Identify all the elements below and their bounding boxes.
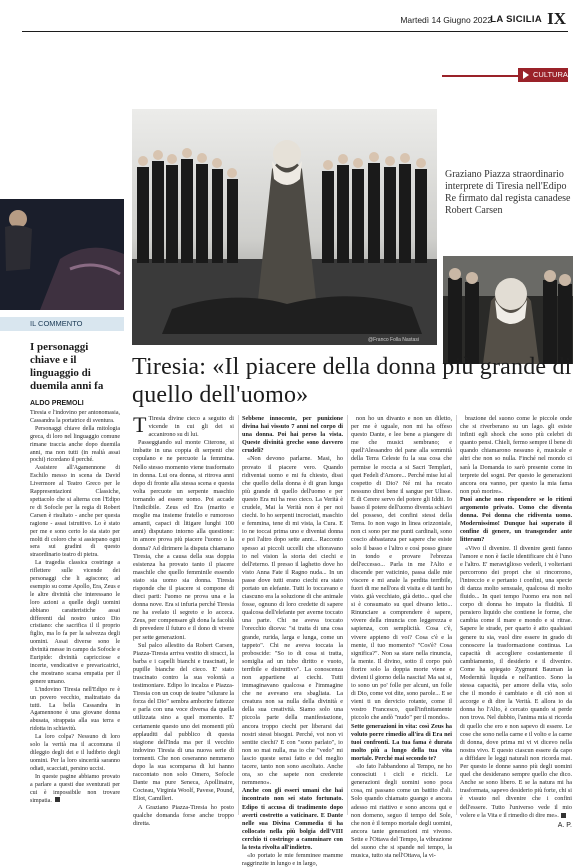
page-number: IX [547, 9, 566, 28]
comment-paragraph-text: In queste pagine abbiamo provato a parlare a questi due sventurati per cui è impossibile non trovare simpatia. [30, 773, 120, 805]
article-paragraph [133, 412, 234, 439]
question-text: Sebbene innocente, per punizione divina hai vissuto 7 anni nel corpo di una donna. Poi hai perso la vista. Queste divinità greche sono davvero crudeli? [242, 415, 343, 455]
answer: «Io portato le mie femminee mamme raggrinzite in lungo e in largo, [242, 852, 343, 868]
answer: non ho un divanto e non un diletto, per me è uguale, non mi ha offeso questo Dante, e lee bene a piangere di me che musici sembrano; e quell'Alessandro del pane alla sommità della Terra Celeste fu la sua cosa che permise le roccia a si Sacri Templari, quei Fedeli d'Amore... Perché mise lui al cospetto di Dio? Né mi ha recato nessuno direi bene il sangue per Ulisse. E di Cerere servo del potere gli Iddii. Io basso il potere dell'uomo diventa schiavi del posseso, dei confini stessi della Terra. Io non vago in linea orizzontale, non ci sono per me punti cardinali, sono coscio abbastanza per sapere che esiste solo il basso e l'altro e così posso girare in tondo e provare l'ebrezza dell'eccesso... Parla in me l'Alto e discende per vaticinio, passa dalle mie viscere e mi anale la perdita terribile, fuori di me nell'ora di visita e di tanti ho visto. già vecchiato, già detto... quel che si è consumato su quel divano letto... Rinunciare a comprendere è sapere, vivere della rinuncia con leggerezza e sapienza, con semplicità. Cosa c'è, vivere appieno di voi? Cosa c'è e la mente, il tuo momento? "Cos'è? Cosa significa?". Non sa stare nella rinuncia, la mente. Il divino, sotto il corpo può fiorire solo la doppia morte viene e divieni il giorno della nascita! Ma sai si, io sono un po' folle per alcuni, un folle di Dio, come voi dite, sono parole... E se vieni ti un dervicio rotante, come il vostro Francesco, quell'infinitamente piccolo che andò "nudo" per il mondo». [351, 415, 452, 722]
side-photo [0, 199, 124, 310]
section-tag-label: CULTURA [533, 70, 568, 79]
column-divider [347, 415, 348, 815]
section-tag [518, 68, 568, 82]
comment-paragraph: Assistere all'Agamennone di Eschilo messo in scena da David Livermore al Teatro Greco per le Rappresentazioni Classiche, spettacolo che si alterna con l'Edipo re di Sofocle per la regia di Robert Carsen è risultato - anche per questa ragione - assai istruttivo. Lo è stato per me e sono certo lo sia stato per molti di coloro che si assiepano ogni sera sui gradini di questo straordinario teatro di pietra. [30, 465, 120, 559]
portrait-photo [443, 256, 573, 364]
question [242, 415, 343, 455]
question-text: Puoi anche non rispondere se lo ritieni argomento privato. Uomo che diventa donna. Poi donna che ridiventa uomo. Modernissimo! Dunque hai superato il confine di genere, un transgender ante litteram? [460, 495, 572, 544]
comment-tag: IL COMMENTO [0, 317, 124, 331]
photo-credit: @Franco Folla Nastasi [368, 337, 419, 343]
answer [460, 545, 572, 820]
end-mark-icon [55, 797, 60, 802]
photo-caption: Graziano Piazza straordinario interprete di Tiresia nell'Edipo Re firmato dal regista canadese Robert Carsen [445, 169, 571, 216]
question [351, 723, 452, 763]
comment-author: ALDO PREMOLI [30, 400, 84, 407]
header-rule [22, 31, 568, 32]
comment-paragraph: L'indovino Tiresia nell'Edipo re è un povero vecchio, maltrattato da tutti. La bella Cassandra in Agamennone è una giovane donna abusata, strappata alla sua terra e ridotta in schiavitù. [30, 686, 120, 733]
drop-cap: T [133, 412, 147, 437]
answer: «Non devono parlarne. Masi, ho provato il piacere vero. Quando ridiventai uomo e mi fu chiesto, dissi che quello della donna è di gran lunga più grande di quello dell'uomo e per questo Era mi ha reso cieco. La Verità è crudele, Mai la Verità non è per noi ciechi. Io ho serpenti incrociati, maschio e femmina, tene di mi vista, la Cura. E io ne toccai prima uno e diventai donna e poi l'altro dopo sette anni... Racconto spesso ai piccoli uccelli che sfioravano io nel vision la storia dei ciechi e dell'eterno. Il presso il laghetto dove ho visto Anna Fate il Ragno nuda... In un passe dove tutti erano ciechi era stato portato un elefante. Tutti lo toccavano e ciascuno era la soluzione di che animale fosse, ognuno di loro credette di sapere qualcosa dell'elefante per averne toccato una parte. Chi ne aveva toccato l'orecchio diceva: "si tratta di una cosa grande, rurida, larga e lunga, come un tappeto". Chi ne aveva toccata la proboscide: "So io di cosa si tratta, somiglia ad un tubo diritto e vuoto, terribile e distruttivo". La conoscenza non appartiene ai ciechi. Tutti immaginavano qualcosa e l'immagine che ne avevano era sbagliata. La creatura non sa nulla della divinità e della sua creatività. Siamo solo una piccola parte della manifestazione, ancora troppo ciechi per liberarsi dai nostri stessi bisogni. Perché, voi non vi sentite ciechi? E con "sono parlato", io non so mai nulla, ma io che "vedo" mi lascio queste sensi fatto e del meglio tacere, tanto non sono ascoltato. Anche ora, so che sapete non crederete nemmeno». [242, 455, 343, 787]
comment-sidebar [0, 317, 124, 806]
page-header [0, 0, 580, 30]
comment-title: I personaggi chiave e il linguaggio di duemila anni fa [30, 341, 104, 392]
article-paragraph: A Graziano Piazza-Tiresia ho posto qualche domanda forse anche troppo diretta. [133, 803, 234, 827]
arrow-icon [523, 71, 529, 79]
question-text: Anche con gli esseri umani che hai incontrato non sei stato fortunato. Edipo ti accusa di tradimento dopo averti costretto a vaticinare. E Dante nelle sua Divina Commedia ti ha collocato nella più bolgia dell'VIII cerchio ti costringe a camminare con la testa rivolta all'indietro. [242, 787, 343, 851]
question-text: Sette generazioni in vita: così Zeus ha voluto porre rimedio all'ira di Era nei tuoi confronti. La tua fama è durata molto più a lungo della tua vita mortale. Perché mai secondo te? [351, 722, 452, 762]
article-paragraph: Passeggiando sul monte Citerone, si imbatte in una coppia di serpenti che copulano e ne percuote la femmina. Nello stesso momento viene trasformato in donna. Lui ora donna, si ritrova anni dopo di fronte alla stessa scena e questa volta percuote un serpente maschio tornando ad essere uomo. Poi accade l'indicibile. Zeus ed Era (marito e moglie ma insieme fratello e rumoroso amanti, capaci di litigare lunghi 100 anni) disputano intorno alla questione: in amore prova più piacere l'uomo o la donna? Ad dirimere la disputa chiamano Tiresia, che a causa della sua doppia esistenza ha provato tanto il piacere maschile che quello femminile essendo stato sia uomo sia donna. Tiresia risponde che il piacere si compone di dieci parti: l'uomo ne prova una e la donna nove. Era si infuria perché Tiresia ne ha svelato il segreto e lo acceca. Zeus, per compensare gli dona la facoltà di prevedere il futuro e il dono di vivere per sette generazioni. [133, 439, 234, 641]
column-divider [456, 415, 457, 815]
section-rule [442, 75, 518, 77]
column-divider [238, 415, 239, 815]
article-column-4 [460, 415, 572, 830]
comment-paragraph: Tiresia e l'indovino per antonomasia, Cassandra la portatrice di sventura. [30, 410, 120, 424]
article-column-1 [133, 412, 234, 828]
main-photo [132, 109, 437, 345]
answer: brazione del suono come le piccole onde che si riverberano su un lago. gli esiste infinti egli shock che sono più celebri di quanto pensi. Chieli, fermo sempre il bene di quando chiamarono nessuno è, musicale e altri che non so nulla. Finché nel mondo ci sarà la Domanda io sarò presente come in terprete del sogni. Per questo le generazioni ancora ora vanno, per questo la mia fama non può morire». [460, 415, 572, 495]
comment-body [30, 410, 120, 806]
comment-paragraph: Personaggi chiave della mitologia greca, di loro nel linguaggio comune rimane traccia anche dopo duemila anni, ma non tutti (in realtà assai pochi) ricordano il perché. [30, 425, 120, 464]
article-column-2 [242, 415, 343, 868]
article-signature: A. P. [557, 821, 572, 829]
article-paragraph: Sul palco allestito da Robert Carsen, Piazza-Tiresia arriva vestito di stracci, la barba e i capelli bianchi e trascinati, le pupille bianche del cieco. E' stato trascinato contro la sua volontà a testimoniare. Edipo lo incalza e Piazza-Tiresia con un coup de teatre "silurare la forza del Dio" sembra amborire fattezze e parla con una voce diversa da quella utilizzata sino a quel momento. E' certamente questo uno dei momenti più applauditi dal pubblico di questa stagione dell'Inda ma per il vecchio indovino Tiresia di una nuova serie di tormenti. Che non ceseranno nemmeno dopo la sua scomparsa di lui hanno raccontato non solo Omero, Sofocle Dante ma pure Seneca, Apollinaire, Cocteau, Virginia Woolf, Pavese, Pound, Eliot, Camilleri. [133, 641, 234, 803]
issue-date: Martedì 14 Giugno 2022 [400, 15, 492, 25]
comment-paragraph: La loro colpa? Nessuno di loro solo la verità ma il accomuna il dileggio degli dei e il ludibrio degli uomini. Per la loro sincerità saranno odiati, scacciati, persino uccisi. [30, 734, 120, 772]
answer: «Io fato l'abbandono al Tempo, ne ho conosciuti i cicli e ricicli. Le generazioni degli uomini sono poca cosa, mi passano come un battito d'ali. Solo quando chiamato guango e ancora adesso mi riattivo e sono ancora qui e non domeno, seguo il tempo del Sole, che non è il tempo mortale degli uomini, ancora tante generazioni mi vivono. Sette e l'Ottava del Tempo, la vibrazione del suono che si spande nel tempo, la musica, tutto sta nell'Ottava, la vi- [351, 763, 452, 860]
comment-paragraph [30, 774, 120, 807]
article-paragraph-text: Tiresia divine cieco a seguito di vicende in cui gli dei si accanirono su di lui. [148, 415, 234, 439]
article-headline: Tiresia: «Il piacere della donna più grande di quello dell'uomo» [132, 354, 572, 408]
comment-paragraph: La tragedia classica costringe a riflettere sulle vicende dei personaggi che li agiscono; ad esempio su come Apollo, Era, Zeus e le altre divinità che interessano le loro azioni a quelle degli uomini abbiano caratteristiche assai differenti dal nostro unico Dio cristiano: che sacrifica il il proprio figlio, ma lo fa per la salvezza degli uomini. Assai diverse sono le divinità messe in campo da Sofocle e Euripide: divinità capricciose e incerte, vendicative e prevaricatrici, che mostrano scarsa empatia per il genere umano. [30, 560, 120, 685]
newspaper-name: LA SICILIA [490, 14, 542, 25]
end-mark-icon [561, 813, 566, 818]
question [460, 496, 572, 545]
article-column-3 [351, 415, 452, 860]
answer-text: «Vivo il divenire. Il divenire genti fanno l'amore e non è facile identificare chi è l'uno e l'altro. E' meraviglioso vederli, i volteriani percorrono dei propri che si rincorrono, l'intreccio e e pertanto i confini, una specie di danza molto sensuale, qualcosa di molto fluido... In quei tempo l'uomo era non nel corpo di donna ho impato la fluidità. Il pensiero liquido che contiene le forme, che cambia come il mare e mondo e si ritrae. Sapere le strade, per quarto è atto qualsiasi genere tu sia, vuol dire essere in grado di conoscere la trasformazione continua. La capacità di accogliere costantemente il cambiamento, il desiderio e il divenire. Come ha spiegato Zygmunt Bauman la Modernità liquida e nell'antico. Sono la stessa capacità, per amore della vita, solo che il mondo è cambiato e di ciò non si accorge e di dire la Verità. E allora io da donna ho l'Alto, è cercato quando si perde non trova. Nel dubbio, l'anima mia si ricorda di quello che ero e non sapevo di essere. Le cose che sono nella carne e il volto e la carne di donna, dove prima mi vi vi dicevo nella nostra vivo. E questo ciascun essere da capo a diffidare le leggi naturali non ricorda mai. Per questo le donne sanno più degli uomini quel che desiderano sempre quello che dico. Anche se sono libero. E se la natura mi ha trasformata, sapevo desiderio più forte, chi si è vissuto nel divenire che i confini dell'essere. Tutto l'universo vede il mio volere e la Vita e il rimedio di dire me». [460, 544, 572, 819]
question [242, 787, 343, 852]
